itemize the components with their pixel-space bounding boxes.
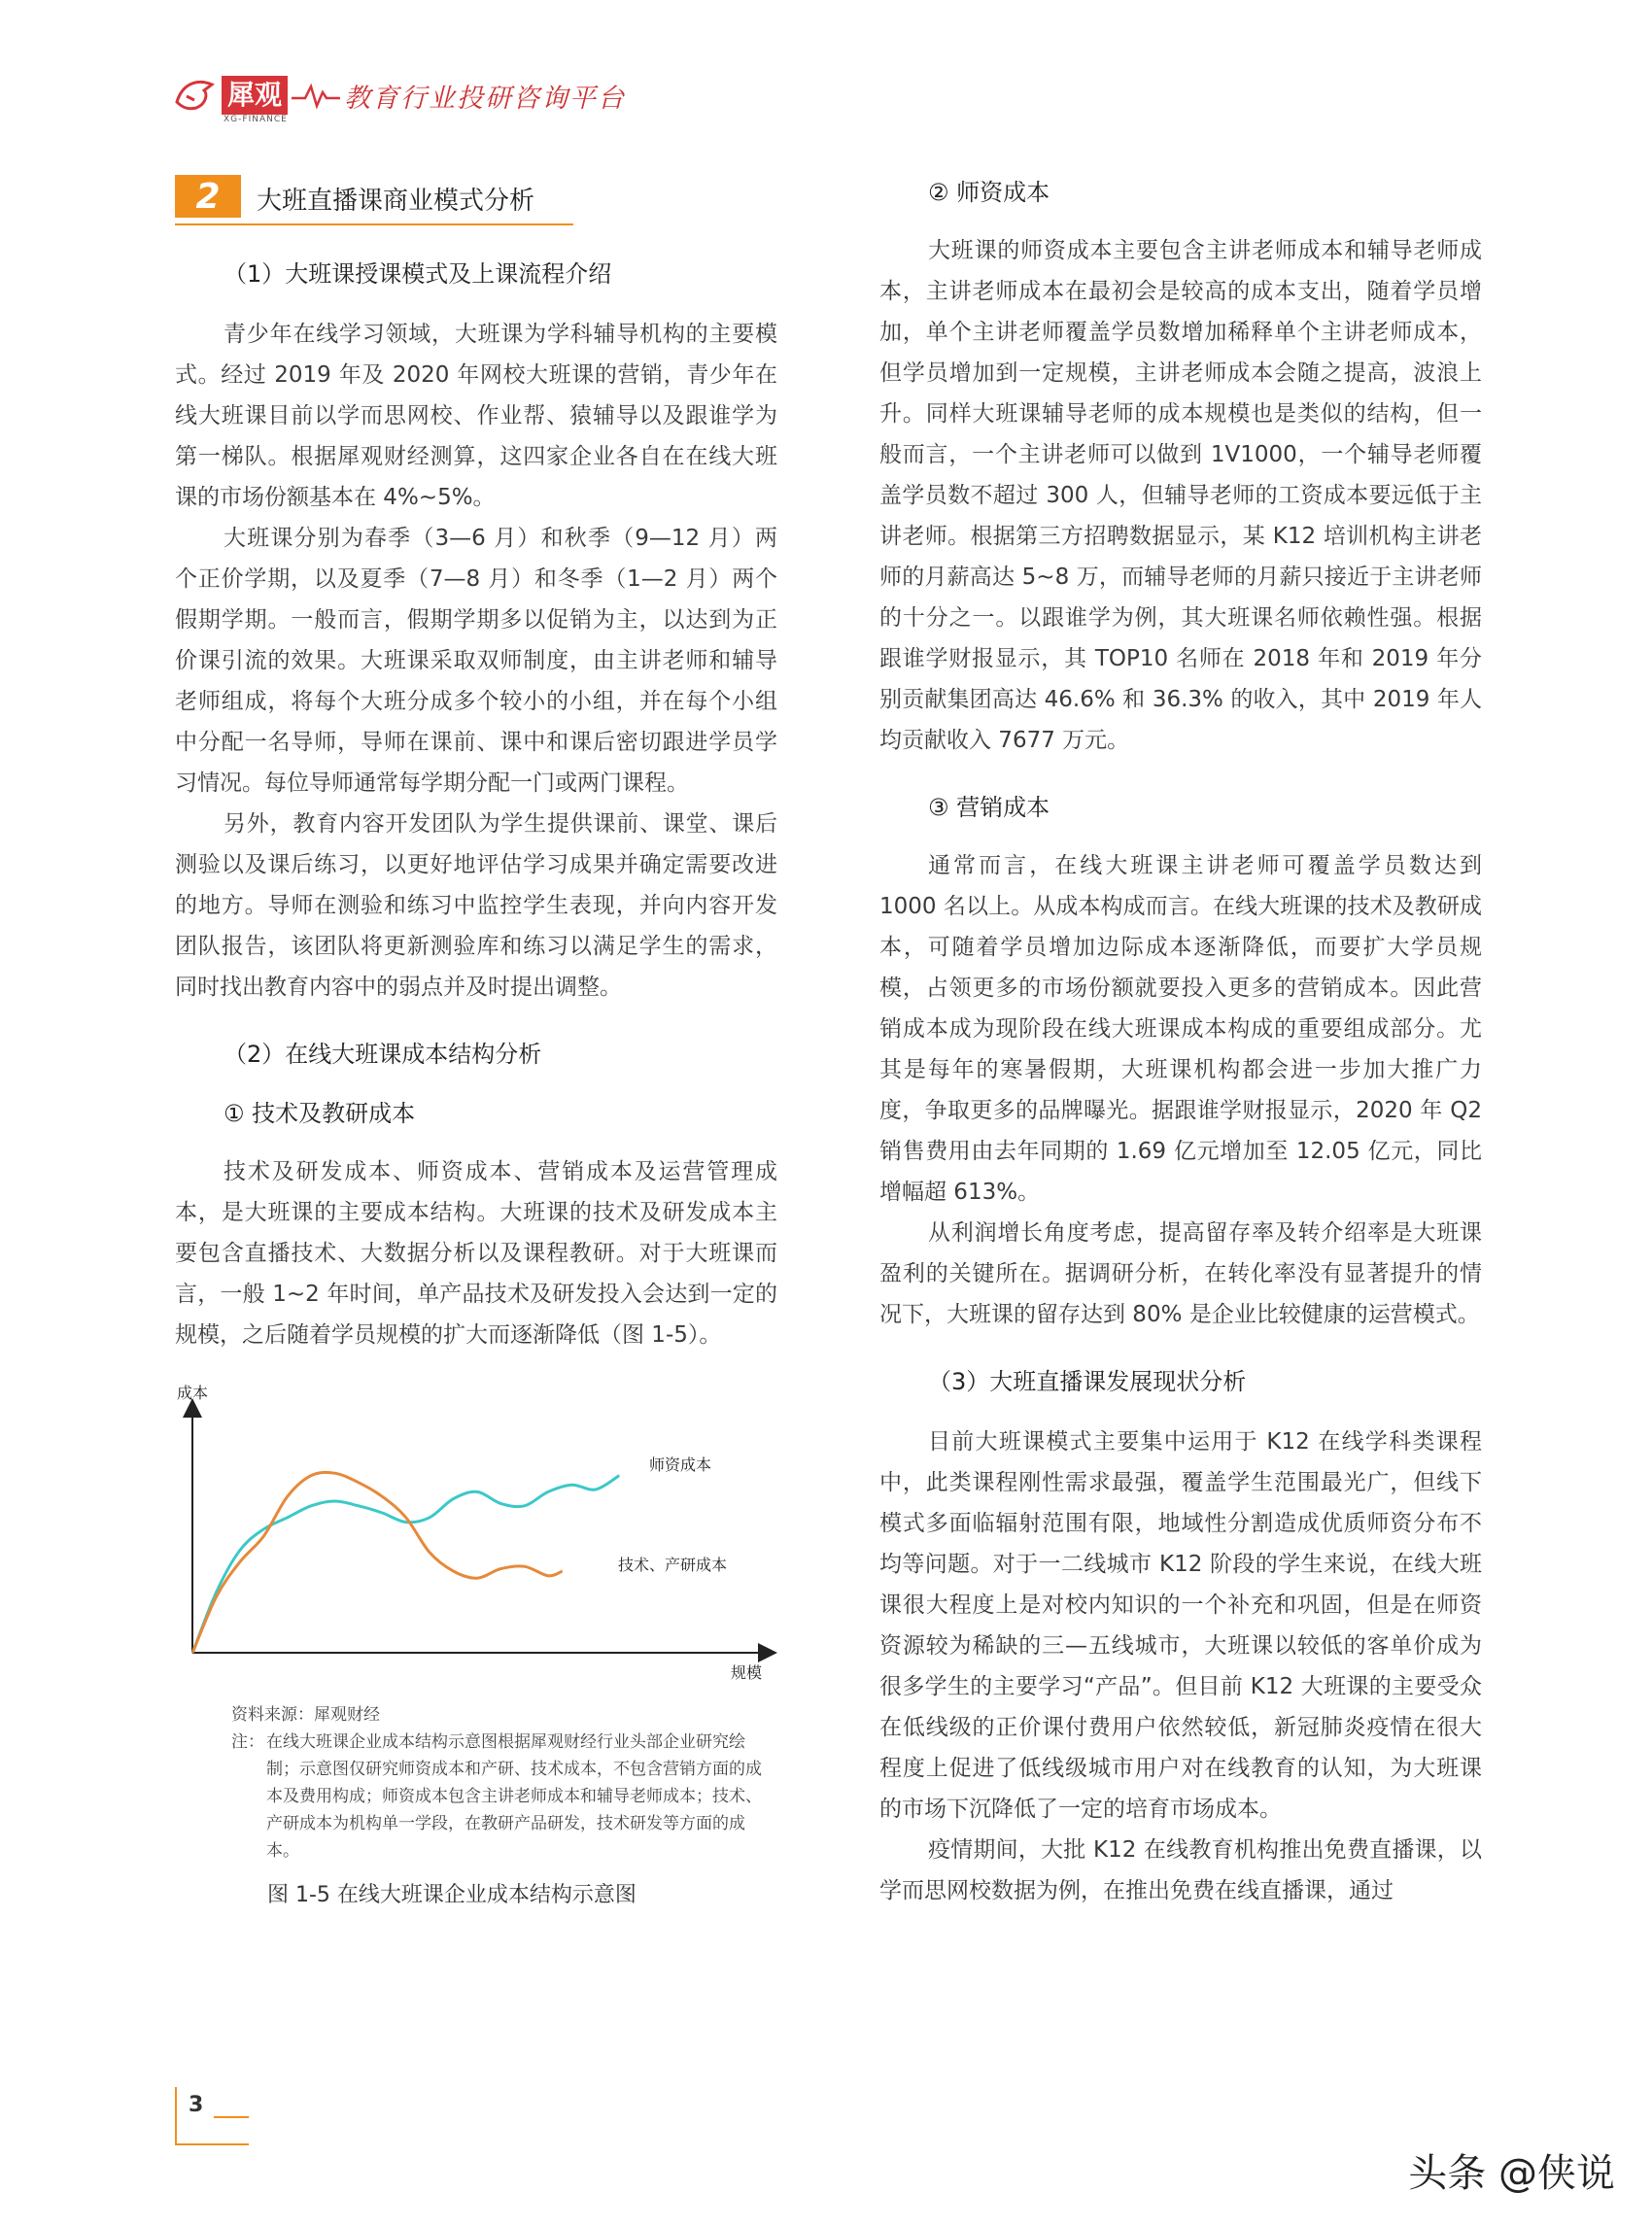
header: [173, 66, 626, 124]
subsection-title: （3）大班直播课发展现状分析: [928, 1368, 1247, 1395]
chart-svg: [175, 1381, 777, 1701]
x-axis-label: 规模: [731, 1663, 763, 1682]
paragraph: 疫情期间，大批 K12 在线教育机构推出免费直播课，以学而思网校数据为例，在推出免费在线直播课，通过: [879, 1837, 1482, 1903]
cost-structure-chart: [175, 1381, 777, 1701]
left-column: [175, 175, 777, 1908]
logo-text: 犀观: [222, 76, 288, 115]
paragraph: 目前大班课模式主要集中运用于 K12 在线学科类课程中，此类课程刚性需求最强，覆盖学生范围最光广，但线下模式多面临辐射范围有限，地域性分割造成优质师资分布不均等问题。对于一二线城市 K12 阶段的学生来说，在线大班课很大程度上是对校内知识的一个补充和巩固，但是在师资资源较为稀缺的三—五线城市，大班课以较低的客单价成为很多学生的主要学习“产品”。但目前 K12 大班课的主要受众在低线级的正价课付费用户依然较低，新冠肺炎疫情在很大程度上促进了低线级城市用户对在线教育的认知，为大班课的市场下沉降低了一定的培育市场成本。: [879, 1429, 1482, 1822]
page-number-box: [175, 2087, 249, 2145]
subsection-title: （1）大班课授课模式及上课流程介绍: [224, 260, 612, 288]
section-heading: [175, 175, 777, 233]
paragraph: 通常而言，在线大班课主讲老师可覆盖学员数达到 1000 名以上。从成本构成而言。在线大班课的技术及教研成本，可随着学员增加边际成本逐渐降低，而要扩大学员规模，占领更多的市场份额就要投入更多的营销成本。因此营销成本成为现阶段在线大班课成本构成的重要组成部分。尤其是每年的寒暑假期，大班课机构都会进一步加大推广力度，争取更多的品牌曝光。据跟谁学财报显示，2020 年 Q2 销售费用由去年同期的 1.69 亿元增加至 12.05 亿元，同比增幅超 613%。: [879, 853, 1482, 1205]
subsubsection-title: ② 师资成本: [928, 179, 1050, 206]
figure-caption: 图 1-5 在线大班课企业成本结构示意图: [267, 1883, 637, 1907]
page-number: 3: [189, 2093, 204, 2117]
section-number: 2: [175, 175, 241, 218]
note-label: 注：: [231, 1732, 264, 1752]
header-slogan: 教育行业投研咨询平台: [344, 83, 627, 114]
paragraph: 技术及研发成本、师资成本、营销成本及运营管理成本，是大班课的主要成本结构。大班课的技术及研发成本主要包含直播技术、大数据分析以及课程教研。对于大班课而言，一般 1~2 年时间，单产品技术及研发投入会达到一定的规模，之后随着学员规模的扩大而逐渐降低（图 1-5）。: [175, 1159, 777, 1348]
right-column: [879, 173, 1482, 1911]
series-line-1: [192, 1472, 562, 1653]
y-axis-label: 成本: [177, 1384, 209, 1402]
chart-source: 资料来源：犀观财经: [231, 1705, 380, 1725]
legend-teacher-cost: 师资成本: [648, 1455, 712, 1474]
paragraph: 从利润增长角度考虑，提高留存率及转介绍率是大班课盈利的关键所在。据调研分析，在转化率没有显著提升的情况下，大班课的留存达到 80% 是企业比较健康的运营模式。: [879, 1220, 1482, 1327]
paragraph: 大班课的师资成本主要包含主讲老师成本和辅导老师成本，主讲老师成本在最初会是较高的成本支出，随着学员增加，单个主讲老师覆盖学员数增加稀释单个主讲老师成本，但学员增加到一定规模，主讲老师成本会随之提高，波浪上升。同样大班课辅导老师的成本规模也是类似的结构，但一般而言，一个主讲老师可以做到 1V1000，一个辅导老师覆盖学员数不超过 300 人，但辅导老师的工资成本要远低于主讲老师。根据第三方招聘数据显示，某 K12 培训机构主讲老师的月薪高达 5~8 万，而辅导老师的月薪只接近于主讲老师的十分之一。以跟谁学为例，其大班课名师依赖性强。根据跟谁学财报显示，其 TOP10 名师在 2018 年和 2019 年分别贡献集团高达 46.6% 和 36.3% 的收入，其中 2019 年人均贡献收入 7677 万元。: [879, 238, 1482, 753]
watermark: 头条 @侠说: [1408, 2151, 1615, 2196]
section-underline: [175, 223, 573, 225]
subsubsection-title: ① 技术及教研成本: [224, 1100, 416, 1127]
subsubsection-title: ③ 营销成本: [928, 794, 1050, 821]
series-line-0: [192, 1476, 619, 1653]
legend-tech-cost: 技术、产研成本: [617, 1556, 728, 1574]
section-title: 大班直播课商业模式分析: [257, 187, 535, 216]
chart-note: 在线大班课企业成本结构示意图根据犀观财经行业头部企业研究绘制；示意图仅研究师资成本和产研、技术成本，不包含营销方面的成本及费用构成；师资成本包含主讲老师成本和辅导老师成本；技术、产研成本为机构单一学段，在教研产品研发，技术研发等方面的成本。: [266, 1732, 762, 1861]
paragraph: 大班课分别为春季（3—6 月）和秋季（9—12 月）两个正价学期，以及夏季（7—8 月）和冬季（1—2 月）两个假期学期。一般而言，假期学期多以促销为主，以达到为正价课引流的效果。大班课采取双师制度，由主讲老师和辅导老师组成，将每个大班分成多个较小的小组，并在每个小组中分配一名导师，导师在课前、课中和课后密切跟进学员学习情况。每位导师通常每学期分配一门或两门课程。: [175, 526, 777, 796]
chart-notes: [231, 1701, 775, 1865]
paragraph: 另外，教育内容开发团队为学生提供课前、课堂、课后测验以及课后练习，以更好地评估学习成果并确定需要改进的地方。导师在测验和练习中监控学生表现，并向内容开发团队报告，该团队将更新测验库和练习以满足学生的需求，同时找出教育内容中的弱点并及时提出调整。: [175, 811, 777, 1000]
subsection-title: （2）在线大班课成本结构分析: [224, 1041, 542, 1068]
pulse-line-icon: [292, 81, 340, 110]
paragraph: 青少年在线学习领域，大班课为学科辅导机构的主要模式。经过 2019 年及 2020 年网校大班课的营销，青少年在线大班课目前以学而思网校、作业帮、猿辅导以及跟谁学为第一梯队。根据犀观财经测算，这四家企业各自在在线大班课的市场份额基本在 4%~5%。: [175, 322, 777, 510]
rhino-logo-icon: [173, 73, 218, 118]
logo-subtitle: XG-FINANCE: [224, 115, 288, 124]
